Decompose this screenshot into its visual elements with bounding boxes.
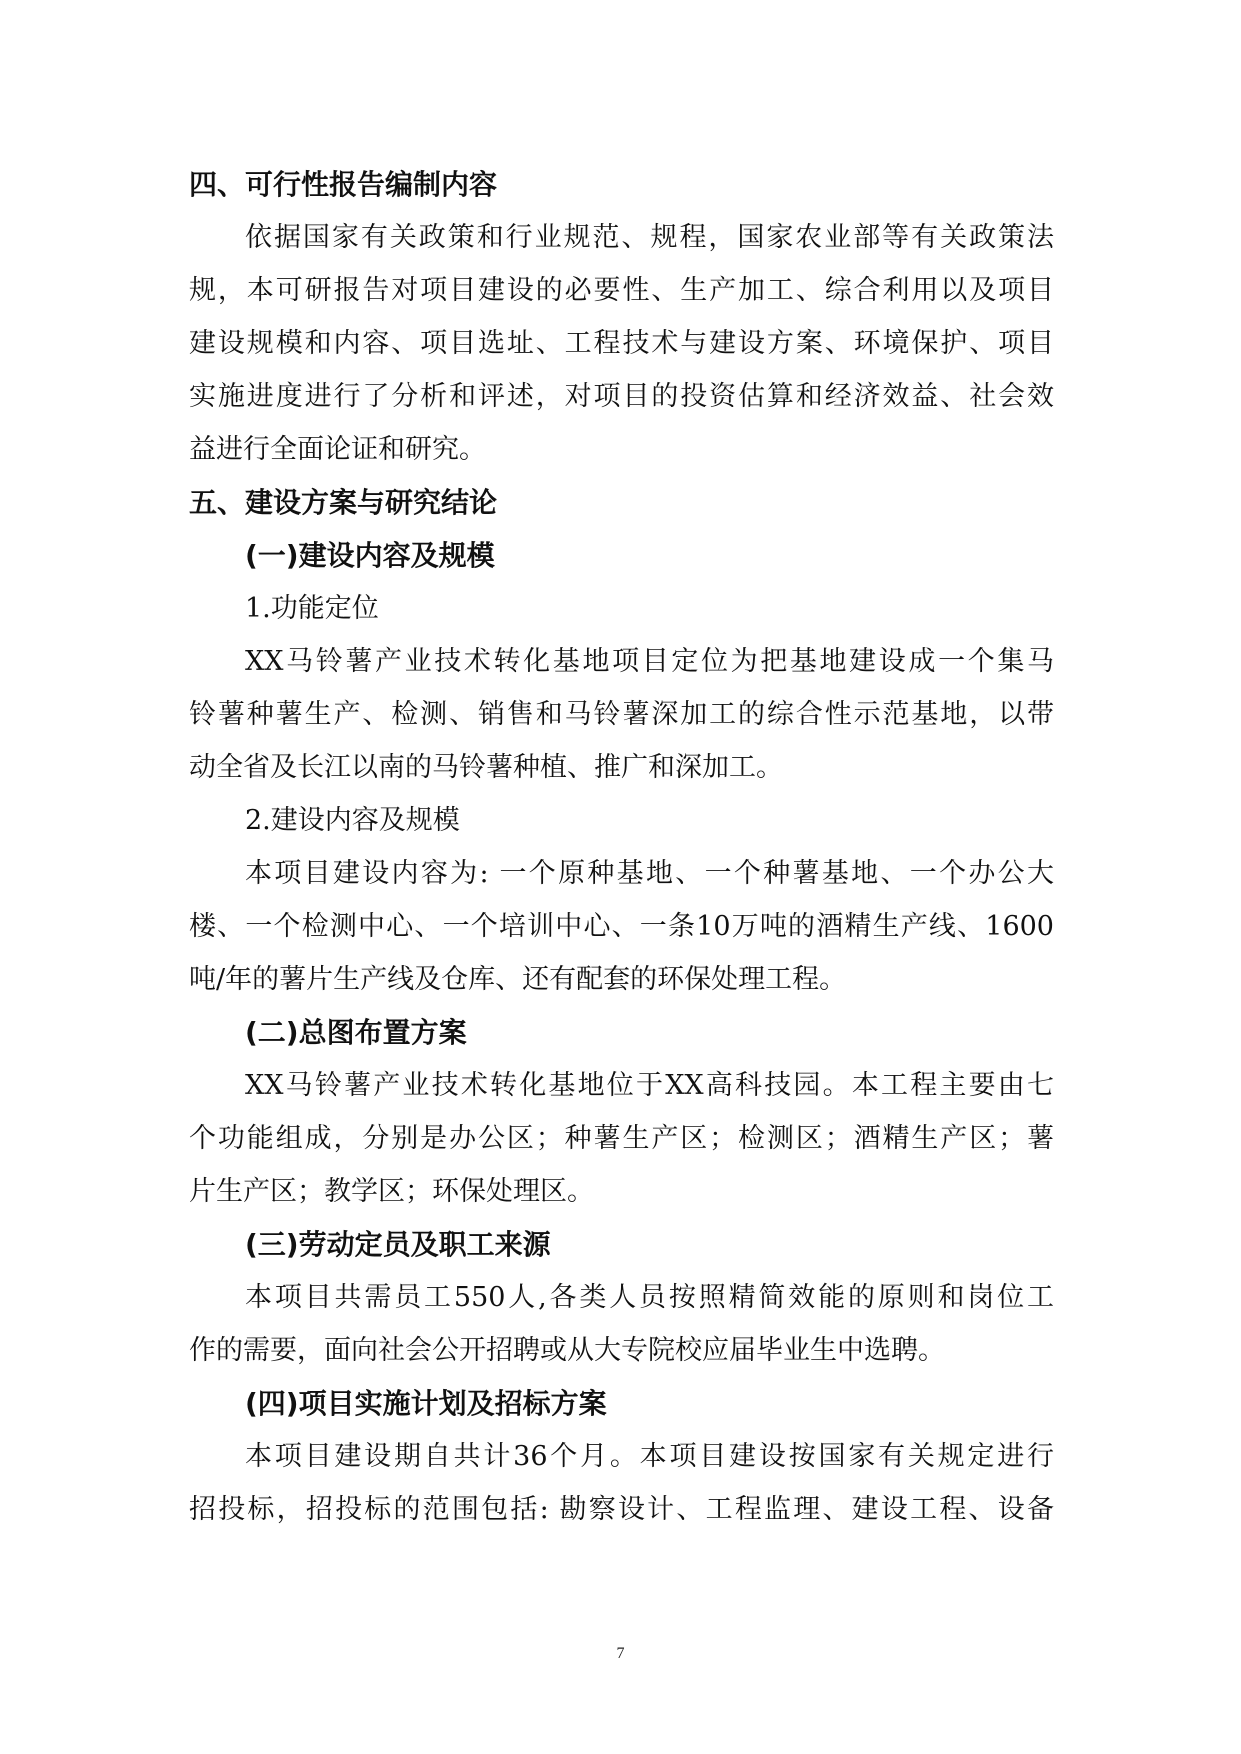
item-heading-function: 1.功能定位: [245, 593, 379, 624]
paragraph-line: 建设规模和内容、项目选址、工程技术与建设方案、环境保护、项目: [189, 328, 1054, 359]
paragraph-line: 片生产区；教学区；环保处理区。: [189, 1176, 594, 1207]
subsection-heading-1: (一)建设内容及规模: [245, 539, 495, 572]
subsection-heading-2: (二)总图布置方案: [245, 1016, 467, 1049]
paragraph-line: 本项目建设期自共计36个月。本项目建设按国家有关规定进行: [245, 1441, 1054, 1472]
layout-paragraph: [189, 1059, 1054, 1218]
paragraph-line: 招投标，招投标的范围包括: 勘察设计、工程监理、建设工程、设备: [189, 1494, 1054, 1525]
paragraph-line: 作的需要，面向社会公开招聘或从大专院校应届毕业生中选聘。: [189, 1335, 945, 1366]
page-content: [189, 158, 1054, 1536]
section-heading-5: 五、建设方案与研究结论: [189, 486, 498, 519]
section-4-paragraph: [189, 211, 1054, 476]
section-heading-4: 四、可行性报告编制内容: [189, 168, 498, 201]
paragraph-line: 个功能组成，分别是办公区；种薯生产区；检测区；酒精生产区；薯: [189, 1123, 1054, 1154]
paragraph-line: 楼、一个检测中心、一个培训中心、一条10万吨的酒精生产线、1600: [189, 911, 1054, 942]
paragraph-line: 依据国家有关政策和行业规范、规程，国家农业部等有关政策法: [245, 222, 1054, 253]
subsection-heading-4: (四)项目实施计划及招标方案: [245, 1387, 607, 1420]
page-number: 7: [616, 1645, 625, 1662]
staffing-paragraph: [189, 1271, 1054, 1377]
paragraph-line: XX马铃薯产业技术转化基地位于XX高科技园。本工程主要由七: [245, 1070, 1054, 1101]
paragraph-line: 吨/年的薯片生产线及仓库、还有配套的环保处理工程。: [189, 964, 847, 995]
paragraph-line: 本项目共需员工550人,各类人员按照精简效能的原则和岗位工: [245, 1282, 1054, 1313]
function-paragraph: [189, 635, 1054, 794]
paragraph-line: 益进行全面论证和研究。: [189, 434, 486, 465]
subsection-heading-3: (三)劳动定员及职工来源: [245, 1228, 551, 1261]
paragraph-line: 本项目建设内容为: 一个原种基地、一个种薯基地、一个办公大: [245, 858, 1054, 889]
item-heading-scale: 2.建设内容及规模: [245, 805, 460, 836]
scale-paragraph: [189, 847, 1054, 1006]
paragraph-line: XX马铃薯产业技术转化基地项目定位为把基地建设成一个集马: [245, 646, 1054, 677]
paragraph-line: 动全省及长江以南的马铃薯种植、推广和深加工。: [189, 752, 783, 783]
schedule-paragraph: [189, 1430, 1054, 1536]
paragraph-line: 铃薯种薯生产、检测、销售和马铃薯深加工的综合性示范基地，以带: [189, 699, 1054, 730]
paragraph-line: 规，本可研报告对项目建设的必要性、生产加工、综合利用以及项目: [189, 275, 1054, 306]
paragraph-line: 实施进度进行了分析和评述，对项目的投资估算和经济效益、社会效: [189, 381, 1054, 412]
